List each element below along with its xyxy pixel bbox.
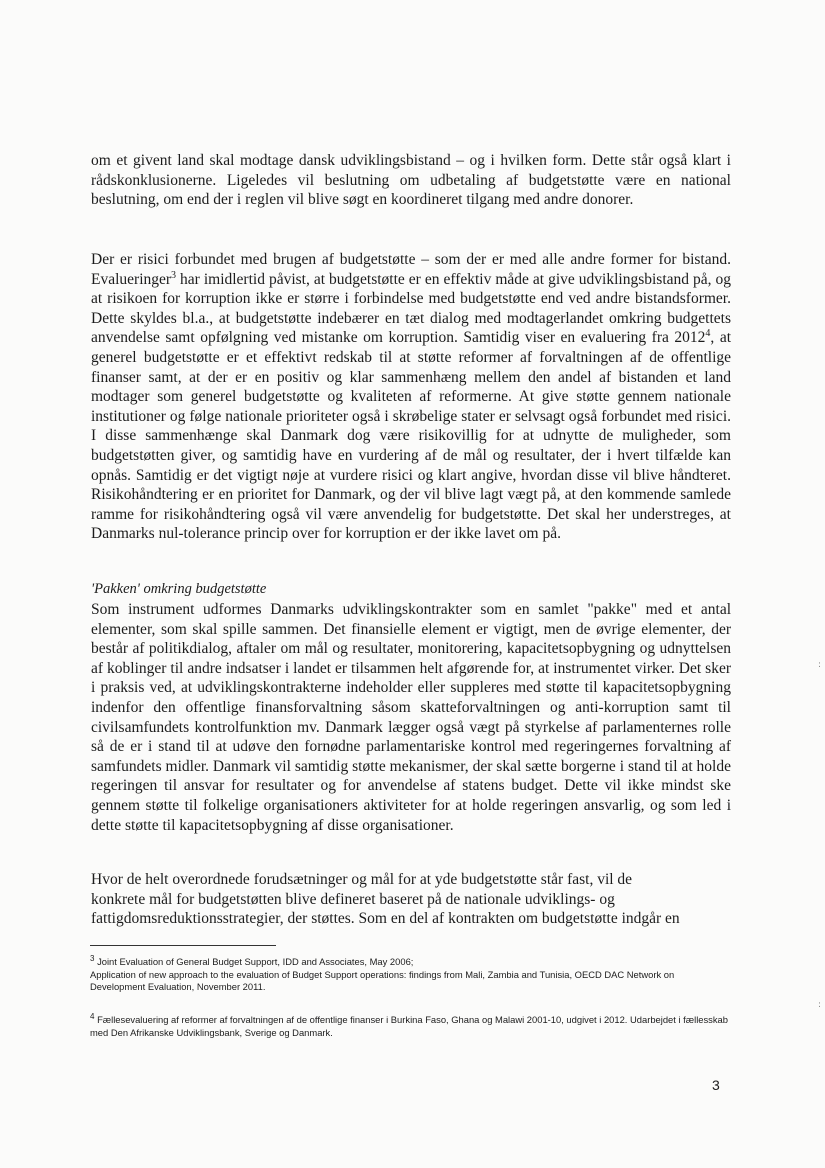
- paragraph-4-line: fattigdomsreduktionsstrategier, der støttes. Som en del af kontrakten om budgetstøtte indgår en: [91, 910, 680, 928]
- section-heading-text: 'Pakken' omkring budgetstøtte: [91, 581, 267, 597]
- footnote-ref-3: 3: [171, 269, 177, 281]
- paragraph-2-part-3: , at generel budgetstøtte er et effektivt redskab til at støtte reformer af forvaltningen af de offentlige finanser samt, at der er en positiv og klar sammenhæng mellem den andel af bistanden et land modtager som generel budgetstøtte og kvaliteten af reformerne. At give støtte gennem nationale institutioner og følge nationale prioriteter også i skrøbelige stater er selvsagt også forbundet med risici. I disse sammenhænge skal Danmark dog være risikovillig for at udnytte de muligheder, som budgetstøtten giver, og samtidig have en vurdering af de mål og resultater, der i hvert tilfælde kan opnås. Samtidig er det vigtigt nøje at vurdere risici og klart angive, hvordan disse vil blive håndteret. Risikohåndtering er en prioritet for Danmark, og der vil blive lagt vægt på, at den kommende samlede ramme for risikohåndtering også vil være anvendelig for budgetstøtte. Det skal her understreges, at Danmarks nul-tolerance princip over for korruption er der ikke lavet om på.: [91, 329, 732, 543]
- footnote-4-line: [90, 1011, 730, 1039]
- footnote-3-text-1: Joint Evaluation of General Budget Support, IDD and Associates, May 2006;: [97, 956, 414, 967]
- section-heading: [91, 580, 731, 600]
- footnote-ref-4: 4: [705, 328, 711, 340]
- footnote-3: [90, 953, 730, 994]
- footnote-4-mark: 4: [90, 1011, 95, 1021]
- scan-artifact: :: [818, 660, 822, 670]
- footnote-4: [90, 1011, 730, 1039]
- paragraph-1: [91, 151, 731, 210]
- paragraph-1-text: om et givent land skal modtage dansk udviklingsbistand – og i hvilken form. Dette står også klart i rådskonklusionerne. Ligeledes vil beslutning om udbetaling af budgetstøtte være en national beslutning, om end der i reglen vil blive søgt en koordineret tilgang med andre donorer.: [91, 152, 731, 209]
- footnote-3-mark: 3: [90, 953, 95, 963]
- paragraph-2-part-1: Der er risici forbundet med brugen af budgetstøtte – som der er med alle andre former for bistand. Evalueringer: [91, 251, 731, 288]
- page-number: 3: [712, 1077, 720, 1093]
- paragraph-3: [91, 600, 731, 835]
- paragraph-3-text: Som instrument udformes Danmarks udviklingskontrakter som en samlet "pakke" med et antal elementer, som skal spille sammen. Det finansielle element er vigtigt, men de øvrige elementer, der består af politikdialog, aftaler om mål og resultater, monitorering, kapacitetsopbygning og udnyttelsen af koblinger til andre indsatser i landet er tilsammen helt afgørende for, at instrumentet virker. Det sker i praksis ved, at udviklingskontrakterne indeholder eller suppleres med støtte til kapacitetsopbygning indenfor den offentlige finansforvaltning såsom skatteforvaltningen og anti-korruption samt til civilsamfundets kontrolfunktion mv. Danmark lægger også vægt på styrkelse af parlamenternes rolle så de er i stand til at udøve den fornødne parlamentariske kontrol med regeringernes forvaltning af samfundets midler. Danmark vil samtidig støtte mekanismer, der skal sætte borgerne i stand til at holde regeringen til ansvar for resultater og for anvendelse af statens budget. Dette vil ikke mindst ske gennem støtte til folkelige organisationers aktiviteter for at holde regeringen ansvarlig, og som led i dette støtte til kapacitetsopbygning af disse organisationer.: [91, 601, 731, 834]
- footnote-3-line-1: [90, 953, 730, 969]
- scan-artifact: :: [818, 1000, 822, 1010]
- footnote-divider: [90, 945, 276, 946]
- paragraph-4-line: konkrete mål for budgetstøtten blive defineret baseret på de nationale udviklings- og: [91, 890, 615, 908]
- footnote-4-text: Fællesevaluering af reformer af forvaltningen af de offentlige finanser i Burkina Faso, Ghana og Malawi 2001-10, udgivet i 2012. Udarbejdet i fællesskab med Den Afrikanske Udviklingsbank, Sverige og Danmark.: [90, 1014, 728, 1038]
- paragraph-2-text: [91, 250, 731, 544]
- paragraph-2-part-2: har imidlertid påvist, at budgetstøtte er en effektiv måde at give udviklingsbistand på, og at risikoen for korruption ikke er større i forbindelse med budgetstøtte end ved andre bistandsformer. Dette skyldes bl.a., at budgetstøtte indebærer en tæt dialog med modtagerlandet omkring budgettets anvendelse samt opfølgning ved mistanke om korruption. Samtidig viser en evaluering fra 2012: [91, 270, 731, 347]
- footnote-3-text-2: Application of new approach to the evaluation of Budget Support operations: findings from Mali, Zambia and Tunisia, OECD DAC Network on Development Evaluation, November 2011.: [90, 968, 675, 993]
- paragraph-4: [91, 870, 731, 929]
- paragraph-4-line: Hvor de helt overordnede forudsætninger og mål for at yde budgetstøtte står fast, vil de: [91, 871, 633, 888]
- paragraph-2: [91, 250, 731, 544]
